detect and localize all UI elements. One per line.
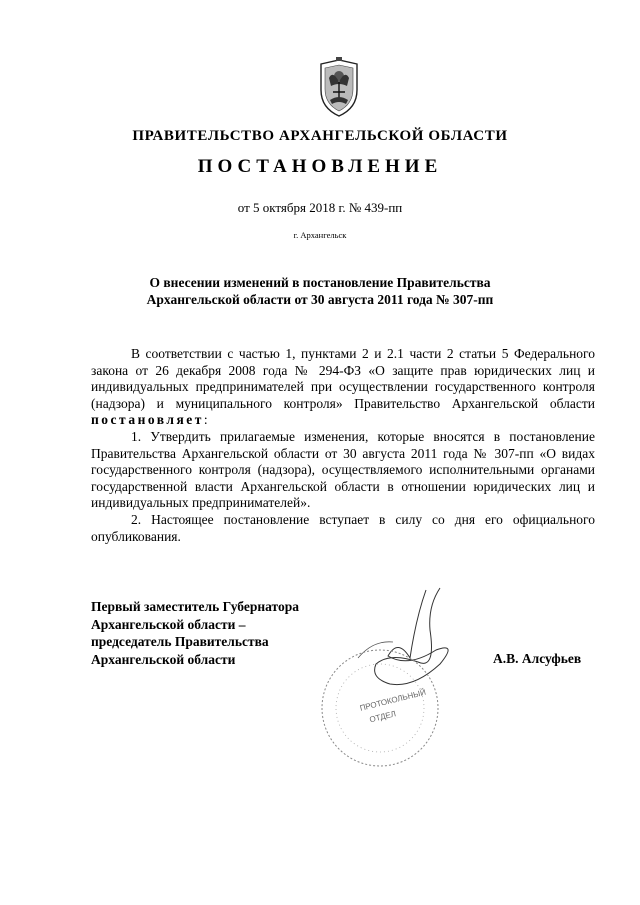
preamble-paragraph xyxy=(91,346,595,429)
clause-2: 2. Настоящее постановление вступает в силу со дня его официального опубликования. xyxy=(91,511,595,544)
document-type: ПОСТАНОВЛЕНИЕ xyxy=(197,156,443,177)
archangel-coat-of-arms-icon xyxy=(315,56,363,118)
document-title xyxy=(80,274,560,308)
clause-1: 1. Утвердить прилагаемые изменения, которые вносятся в постановление Правительства Архангельской области от 30 августа 2011 года № 307-пп «О видах государственного контроля (надзора), осуществляемого исполнительными органами государственной власти Архангельской области в отношении юридических лиц и индивидуальных предпринимателей». xyxy=(91,428,595,511)
preamble-end: : xyxy=(203,412,208,428)
title-line-1: О внесении изменений в постановление Правительства xyxy=(149,275,491,290)
government-name: ПРАВИТЕЛЬСТВО АРХАНГЕЛЬСКОЙ ОБЛАСТИ xyxy=(132,128,508,144)
signature-stroke xyxy=(375,588,448,685)
preamble-text: В соответствии с частью 1, пунктами 2 и 2.1 части 2 статьи 5 Федерального закона от 26 декабря 2008 года № 294-ФЗ «О защите прав юридических лиц и индивидуальных предпринимателей при осуществлении государственного контроля (надзора) и муниципального контроля» Правительство Архангельской области xyxy=(91,346,595,411)
signatory-line-1: Первый заместитель Губернатора xyxy=(91,599,299,614)
document-city: г. Архангельск xyxy=(293,230,347,240)
resolves-word: постановляет xyxy=(91,412,204,428)
stamp-text-2: ОТДЕЛ xyxy=(368,709,397,725)
signatory-name: А.В. Алсуфьев xyxy=(493,651,582,666)
stamp-signature-icon xyxy=(318,578,458,783)
title-line-2: Архангельской области от 30 августа 2011 года № 307-пп xyxy=(146,292,494,307)
document-date-number: от 5 октября 2018 г. № 439-пп xyxy=(237,200,403,215)
signatory-position xyxy=(91,598,351,668)
document-body xyxy=(91,346,595,545)
signatory-line-3: председатель Правительства xyxy=(91,634,269,650)
signatory-line-4: Архангельской области xyxy=(91,651,236,667)
stamp-text-1: ПРОТОКОЛЬНЫЙ xyxy=(358,687,427,713)
signatory-line-2: Архангельской области – xyxy=(91,616,246,632)
